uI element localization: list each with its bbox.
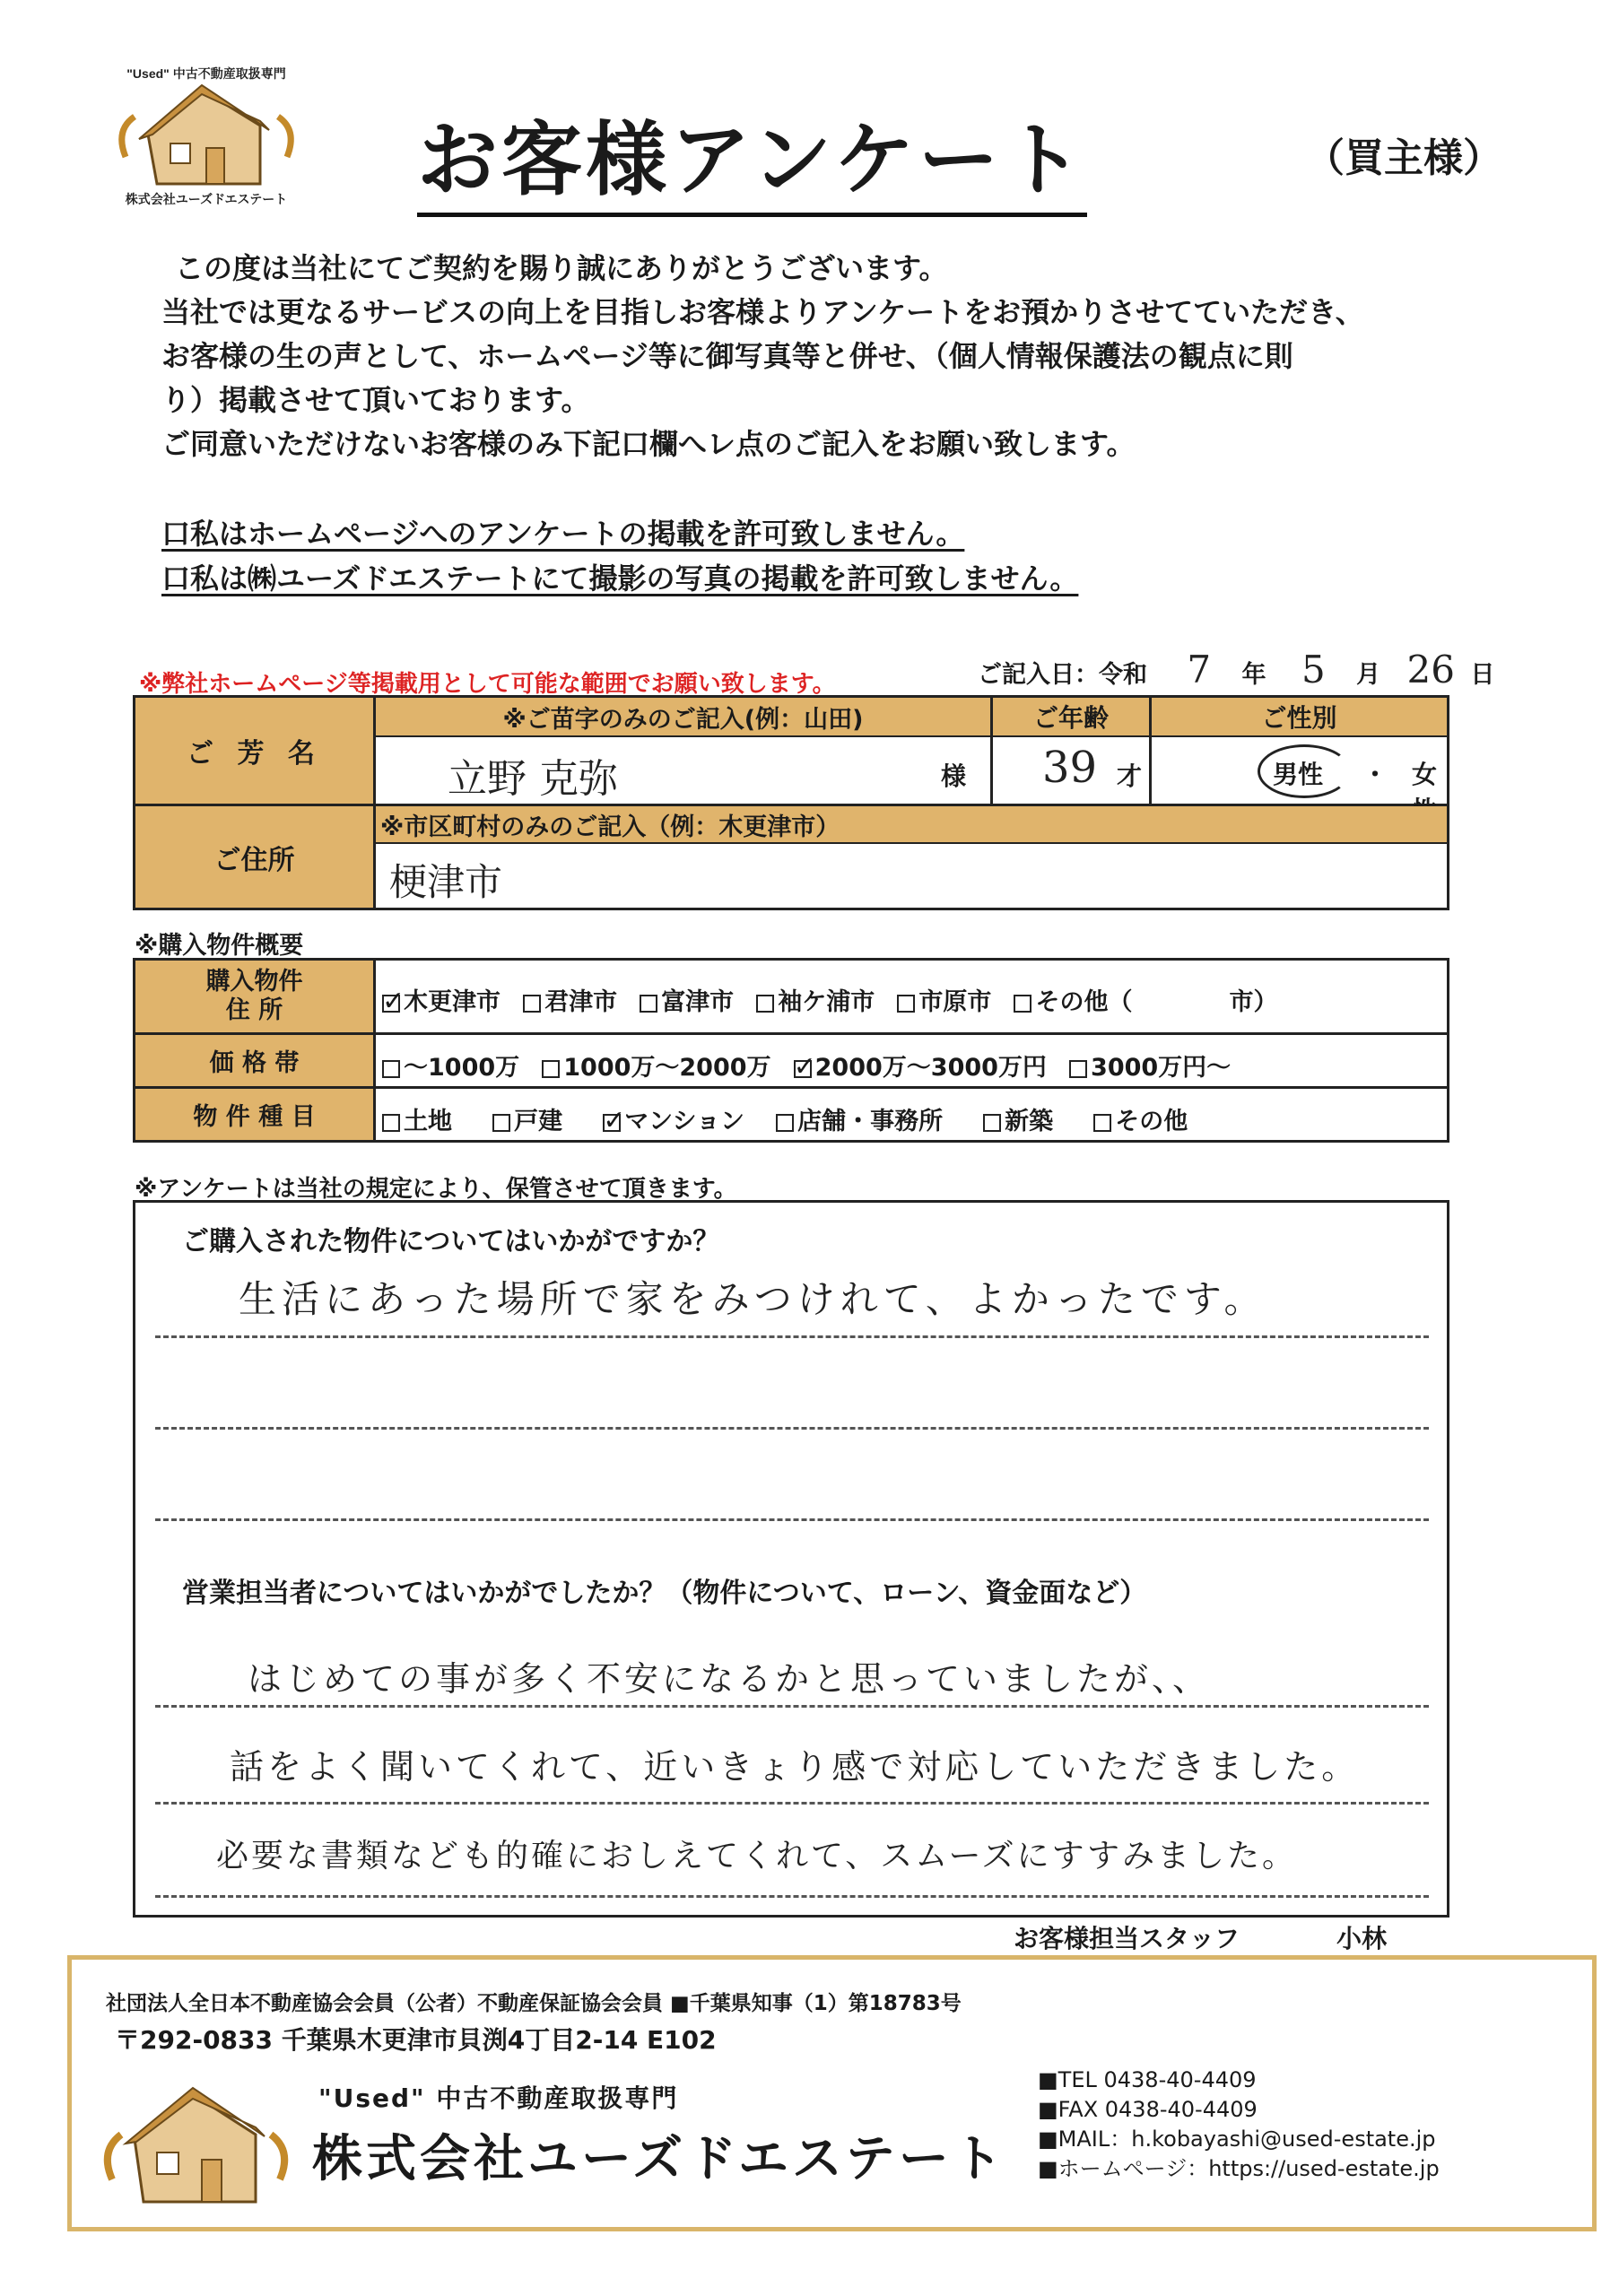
consent-item-homepage[interactable]: 口私はホームページへのアンケートの掲載を許可致しません。	[161, 517, 965, 551]
location-option-sodegaura[interactable]	[756, 982, 875, 1017]
option-label: 富津市	[661, 988, 735, 1016]
price-option-2000-3000[interactable]	[794, 1048, 1047, 1083]
checkbox[interactable]	[776, 1114, 794, 1132]
footer-address: 〒292-0833 千葉県木更津市貝渕4丁目2-14 E102	[115, 2025, 717, 2055]
checkbox[interactable]	[382, 1114, 400, 1132]
price-option-over-3000[interactable]	[1069, 1048, 1231, 1083]
footer-tel[interactable]: ■TEL 0438-40-4409	[1038, 2067, 1257, 2092]
customer-table	[133, 695, 1449, 910]
footer-fax[interactable]: ■FAX 0438-40-4409	[1038, 2097, 1258, 2122]
checkbox[interactable]	[523, 995, 541, 1013]
answer-2-line-1[interactable]: はじめての事が多く不安になるかと思っていましたが、、	[248, 1659, 1211, 1699]
answer-1-rule-1	[155, 1335, 1429, 1338]
question-1: ご購入された物件についてはいかがですか？	[182, 1226, 720, 1257]
staff-name: 小林	[1336, 1924, 1388, 1953]
footer-web[interactable]: ■ホームページ：https://used-estate.jp	[1038, 2156, 1440, 2181]
gender-male[interactable]: 男性	[1273, 760, 1324, 789]
name-field[interactable]	[376, 737, 993, 806]
type-label-cell	[135, 1089, 376, 1140]
answer-2-line-2[interactable]: 話をよく聞いてくれて、近いきょり感で対応していただきました。	[230, 1747, 1360, 1787]
checkbox[interactable]	[492, 1114, 510, 1132]
option-label: 袖ケ浦市	[778, 988, 875, 1016]
footer-mail[interactable]: ■MAIL：h.kobayashi@used-estate.jp	[1038, 2126, 1436, 2152]
price-label: 価 格 帯	[209, 1049, 300, 1077]
answer-2-rule-3	[155, 1895, 1429, 1898]
intro-line: 当社では更なるサービスの向上を目指しお客様よりアンケートをお預かりさせてていただき、	[161, 295, 1364, 329]
type-option-land[interactable]	[382, 1101, 452, 1136]
footer-company: 株式会社ユーズドエステート	[312, 2130, 1006, 2188]
date-day-unit: 日	[1470, 661, 1495, 689]
age-label: ご年齢	[1032, 703, 1109, 733]
staff-label: お客様担当スタッフ	[1014, 1924, 1240, 1953]
footer-contact	[1038, 2066, 1440, 2184]
property-section-title: ※購入物件概要	[135, 932, 304, 960]
answer-2-rule-1	[155, 1705, 1429, 1708]
checkbox[interactable]	[542, 1060, 560, 1078]
age-field[interactable]	[993, 737, 1152, 806]
page-title: お客様アンケート	[417, 94, 1087, 217]
option-label: 君津市	[544, 988, 618, 1016]
gender-female[interactable]: 女	[1412, 760, 1438, 789]
option-label: 新築	[1005, 1108, 1054, 1135]
date-year-unit: 年	[1241, 661, 1266, 689]
survey-box	[133, 1200, 1449, 1918]
consent-list	[161, 511, 1078, 601]
type-option-new-build[interactable]	[983, 1101, 1053, 1136]
option-label: 木更津市	[404, 988, 500, 1016]
address-label-cell	[135, 806, 376, 908]
name-label: ご 芳 名	[187, 738, 322, 770]
type-option-other[interactable]	[1093, 1101, 1188, 1136]
gender-field[interactable]	[1152, 737, 1447, 806]
answer-1-rule-3	[155, 1518, 1429, 1521]
gender-male-circle	[1258, 744, 1351, 798]
answer-1-rule-2	[155, 1427, 1429, 1430]
location-option-other[interactable]	[1014, 982, 1277, 1017]
company-logo	[103, 49, 309, 211]
footer-box	[67, 1955, 1597, 2231]
checkbox-checked[interactable]	[382, 995, 400, 1013]
checkbox[interactable]	[640, 995, 657, 1013]
question-2: 営業担当者についてはいかがでしたか？（物件について、ローン、資金面など）	[182, 1578, 1147, 1609]
consent-item-photo[interactable]: 口私は㈱ユーズドエステートにて撮影の写真の掲載を許可致しません。	[161, 561, 1079, 596]
footer-tagline: "Used" 中古不動産取扱専門	[318, 2083, 679, 2113]
price-option-under-1000[interactable]	[382, 1048, 519, 1083]
date-day: 26	[1406, 648, 1455, 691]
age-value: 39	[1042, 743, 1098, 793]
option-label: 店舗・事務所	[797, 1108, 944, 1135]
price-row-divider	[376, 1032, 1447, 1035]
intro-line: り）掲載させて頂いております。	[161, 383, 590, 417]
address-value: 梗津市	[389, 860, 503, 904]
price-options	[382, 1048, 1441, 1083]
date-month: 5	[1301, 648, 1326, 691]
name-suffix: 様	[941, 761, 967, 791]
svg-text:"Used" 中古不動産取扱専門: "Used" 中古不動産取扱専門	[126, 66, 286, 81]
name-label-cell	[135, 698, 376, 806]
location-label-cell	[135, 961, 376, 1035]
age-label-cell	[993, 698, 1152, 737]
checkbox[interactable]	[1014, 995, 1031, 1013]
checkbox-checked[interactable]	[794, 1060, 812, 1078]
name-value: 立野 克弥	[448, 756, 618, 802]
address-hint: ※市区町村のみのご記入（例：木更津市）	[380, 813, 840, 841]
type-row-divider	[376, 1086, 1447, 1089]
intro-line: この度は当社にてご契約を賜り誠にありがとうございます。	[175, 251, 948, 285]
address-label: ご住所	[213, 844, 295, 876]
type-label: 物 件 種 目	[193, 1103, 316, 1131]
address-field[interactable]	[376, 846, 1447, 908]
option-label: 土地	[404, 1108, 452, 1135]
svg-text:株式会社ユーズドエステート: 株式会社ユーズドエステート	[125, 192, 288, 206]
type-option-shop-office[interactable]	[776, 1101, 943, 1136]
option-label: 市原市	[918, 988, 992, 1016]
option-label: 3000万円～	[1091, 1054, 1232, 1082]
checkbox[interactable]	[1069, 1060, 1087, 1078]
footer-logo	[72, 2054, 300, 2224]
option-label: マンション	[624, 1108, 744, 1135]
gender-label: ご性別	[1261, 703, 1337, 733]
type-option-mansion[interactable]	[603, 1101, 744, 1136]
option-label: その他（ 市）	[1035, 988, 1278, 1016]
checkbox-checked[interactable]	[603, 1114, 621, 1132]
date-month-unit: 月	[1356, 661, 1381, 689]
checkbox[interactable]	[897, 995, 915, 1013]
storage-note: ※アンケートは当社の規定により、保管させて頂きます。	[135, 1176, 737, 1203]
checkbox[interactable]	[1093, 1114, 1111, 1132]
notice-red: ※弊社ホームページ等掲載用として可能な範囲でお願い致します。	[139, 671, 836, 698]
age-unit: 才	[1117, 761, 1143, 791]
date-label: ご記入日：令和	[978, 661, 1147, 689]
answer-1-line-1[interactable]: 生活にあった場所で家をみつけれて、よかったです。	[239, 1277, 1267, 1321]
checkbox[interactable]	[756, 995, 774, 1013]
entry-date	[978, 648, 1494, 691]
date-year: 7	[1187, 648, 1212, 691]
option-label: ～1000万	[404, 1054, 520, 1082]
option-label: 戸建	[514, 1108, 563, 1135]
location-option-ichihara[interactable]	[897, 982, 991, 1017]
checkbox[interactable]	[382, 1060, 400, 1078]
option-label: その他	[1115, 1108, 1188, 1135]
answer-2-rule-2	[155, 1802, 1429, 1805]
location-options	[382, 982, 1441, 1017]
option-label: 2000万～3000万円	[814, 1054, 1047, 1082]
location-label: 購入物件 住 所	[205, 968, 303, 1024]
address-hint-cell	[376, 806, 1447, 844]
intro-line: ご同意いただけないお客様のみ下記口欄へレ点のご記入をお願い致します。	[161, 427, 1136, 461]
gender-separator: ・	[1362, 760, 1388, 789]
checkbox[interactable]	[983, 1114, 1001, 1132]
property-table	[133, 958, 1449, 1143]
page-subtitle: （買主様）	[1305, 135, 1502, 181]
price-option-1000-2000[interactable]	[542, 1048, 770, 1083]
location-option-kisarazu[interactable]	[382, 982, 500, 1017]
gender-label-cell	[1152, 698, 1447, 737]
name-hint-cell	[376, 698, 993, 737]
answer-2-line-3[interactable]: 必要な書類なども的確におしえてくれて、スムーズにすすみました。	[216, 1838, 1298, 1874]
name-hint: ※ご苗字のみのご記入(例：山田)	[502, 705, 864, 734]
intro-line: お客様の生の声として、ホームページ等に御写真等と併せ、（個人情報保護法の観点に則	[161, 339, 1293, 373]
footer-membership: 社団法人全日本不動産協会会員（公者）不動産保証協会会員 ■千葉県知事（1）第18783号	[106, 1992, 962, 2015]
type-options	[382, 1101, 1441, 1136]
option-label: 1000万～2000万	[563, 1054, 771, 1082]
type-option-house[interactable]	[492, 1101, 562, 1136]
location-option-futtsu[interactable]	[640, 982, 734, 1017]
intro-text	[161, 247, 1507, 466]
location-option-kimitsu[interactable]	[523, 982, 617, 1017]
price-label-cell	[135, 1035, 376, 1089]
